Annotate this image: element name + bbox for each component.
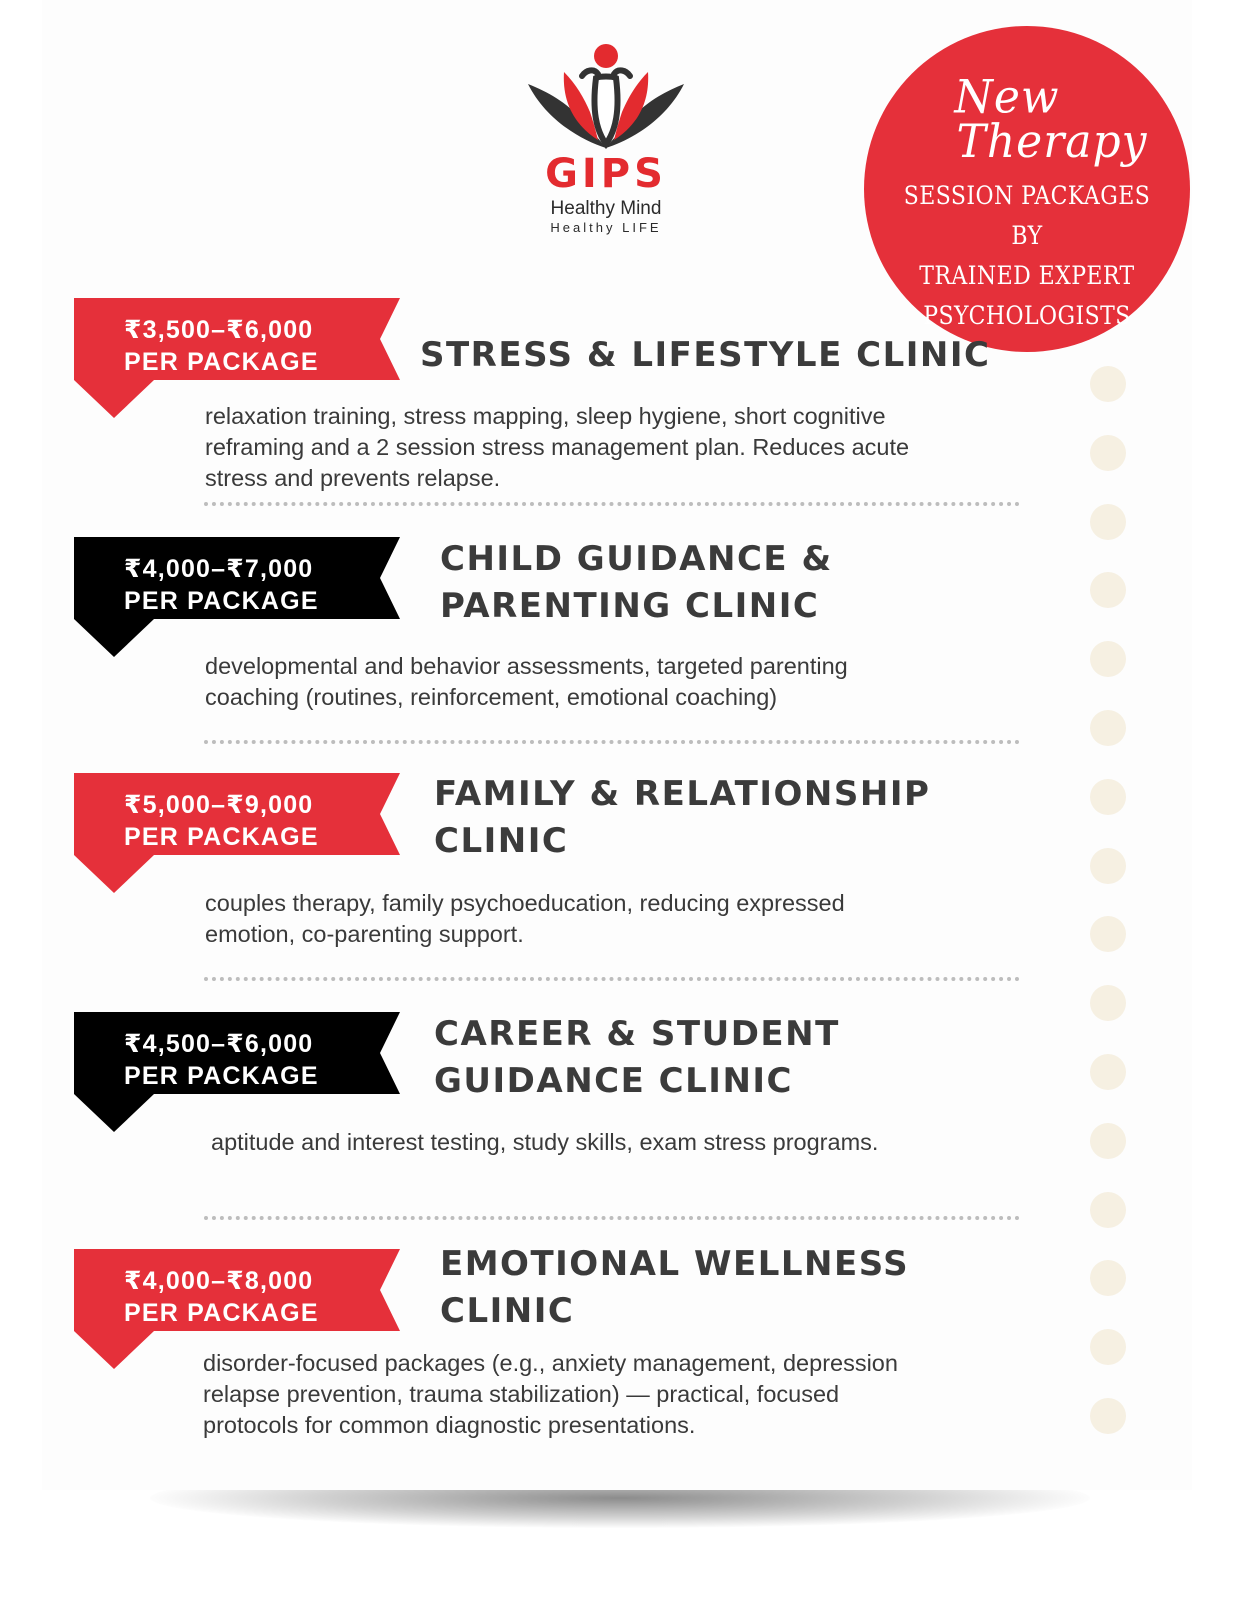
clinic-title-line: CAREER & STUDENT (434, 1014, 840, 1054)
dot (1090, 779, 1126, 815)
logo-name: GIPS (545, 151, 667, 197)
description-line: protocols for common diagnostic presentations. (203, 1412, 696, 1438)
description-line: disorder-focused packages (e.g., anxiety management, depression (203, 1350, 898, 1376)
badge-subtitle (892, 176, 1161, 336)
description-line: reframing and a 2 session stress management plan. Reduces acute (205, 434, 910, 460)
price-range: ₹4,000–₹7,000 (124, 555, 314, 583)
clinic-title-line: STRESS & LIFESTYLE CLINIC (420, 335, 991, 375)
dotted-divider (204, 977, 1020, 981)
badge-title-line-2: Therapy (956, 114, 1148, 169)
clinic-title-career (434, 1011, 840, 1105)
price-range: ₹3,500–₹6,000 (124, 316, 314, 344)
clinic-title-line: EMOTIONAL WELLNESS (440, 1244, 910, 1284)
dot (1090, 1054, 1126, 1090)
lotus-figure-icon (526, 40, 686, 150)
dot (1090, 1398, 1126, 1434)
dotted-divider (204, 740, 1020, 744)
price-unit: PER PACKAGE (124, 348, 319, 376)
price-tag-child (74, 537, 400, 659)
description-line: stress and prevents relapse. (205, 465, 501, 491)
new-therapy-badge (864, 26, 1190, 352)
clinic-title-line: PARENTING CLINIC (440, 586, 820, 626)
badge-subtitle-line-1: SESSION PACKAGES BY (903, 181, 1151, 250)
dot (1090, 916, 1126, 952)
price-range: ₹4,500–₹6,000 (124, 1030, 314, 1058)
gips-logo (526, 40, 686, 236)
dot (1090, 366, 1126, 402)
logo-tagline-1: Healthy Mind (550, 198, 662, 219)
description-line: aptitude and interest testing, study skills, exam stress programs. (211, 1129, 879, 1155)
description-line: relaxation training, stress mapping, sleep hygiene, short cognitive (205, 403, 886, 429)
badge-title-line-1: New (954, 70, 1060, 125)
dot (1090, 1329, 1126, 1365)
price-text (124, 314, 319, 378)
clinic-title-line: CLINIC (434, 821, 569, 861)
clinic-title-line: GUIDANCE CLINIC (434, 1061, 793, 1101)
description-line: emotion, co-parenting support. (205, 921, 524, 947)
description-line: couples therapy, family psychoeducation, reducing expressed (205, 890, 845, 916)
price-unit: PER PACKAGE (124, 1299, 319, 1327)
clinic-title-stress (420, 332, 990, 379)
price-text (124, 789, 319, 853)
dot (1090, 641, 1126, 677)
price-unit: PER PACKAGE (124, 823, 319, 851)
dot (1090, 710, 1126, 746)
price-text (124, 553, 319, 617)
price-text (124, 1265, 319, 1329)
logo-tagline-2: Healthy LIFE (550, 220, 662, 235)
badge-subtitle-line-3: PSYCHOLOGISTS (923, 301, 1131, 330)
clinic-title-emotional (440, 1241, 909, 1335)
clinic-title-line: FAMILY & RELATIONSHIP (434, 774, 931, 814)
clinic-description-stress (205, 401, 909, 494)
price-unit: PER PACKAGE (124, 1062, 319, 1090)
dot (1090, 504, 1126, 540)
clinic-description-emotional (203, 1348, 898, 1441)
dot (1090, 1192, 1126, 1228)
price-unit: PER PACKAGE (124, 587, 319, 615)
dot (1090, 1260, 1126, 1296)
description-line: coaching (routines, reinforcement, emotional coaching) (205, 684, 778, 710)
price-tag-family (74, 773, 400, 895)
clinic-title-family (434, 771, 930, 865)
clinic-title-child (440, 536, 833, 630)
description-line: relapse prevention, trauma stabilization) — practical, focused (203, 1381, 840, 1407)
clinic-title-line: CLINIC (440, 1291, 575, 1331)
price-tag-career (74, 1012, 400, 1134)
dot (1090, 572, 1126, 608)
decorative-dots (1090, 366, 1126, 1467)
clinic-title-line: CHILD GUIDANCE & (440, 539, 833, 579)
dotted-divider (204, 502, 1020, 506)
dot (1090, 848, 1126, 884)
description-line: developmental and behavior assessments, targeted parenting (205, 653, 848, 679)
clinic-description-career (211, 1127, 878, 1158)
badge-title (864, 70, 1190, 169)
price-range: ₹4,000–₹8,000 (124, 1267, 314, 1295)
clinic-description-family (205, 888, 845, 950)
dot (1090, 435, 1126, 471)
price-text (124, 1028, 319, 1092)
dot (1090, 1123, 1126, 1159)
clinic-description-child (205, 651, 848, 713)
price-range: ₹5,000–₹9,000 (124, 791, 314, 819)
dot (1090, 985, 1126, 1021)
badge-subtitle-line-2: TRAINED EXPERT (919, 261, 1135, 290)
dotted-divider (204, 1216, 1020, 1220)
